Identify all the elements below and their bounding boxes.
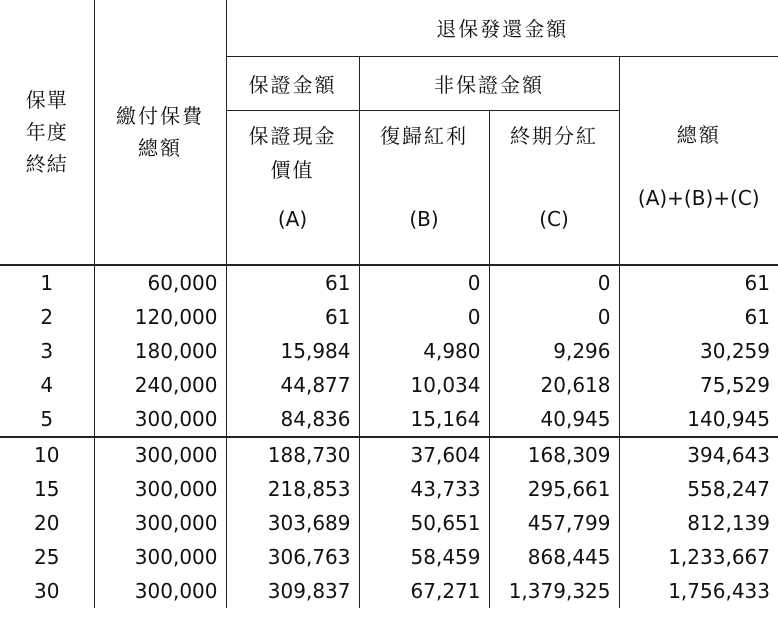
terminal-bonus-cell: 9,296 <box>489 334 619 368</box>
cash-value-cell: 309,837 <box>226 574 359 608</box>
cash-value-label: 保證現金 價值 <box>248 123 337 182</box>
terminal-bonus-cell: 0 <box>489 265 619 300</box>
policy-year-cell: 4 <box>0 368 94 402</box>
code-a: (A) <box>277 206 308 231</box>
total-cell: 1,233,667 <box>619 540 778 574</box>
total-header <box>619 56 778 265</box>
code-c: (C) <box>539 206 569 231</box>
terminal-bonus-cell: 0 <box>489 300 619 334</box>
total-cell: 140,945 <box>619 402 778 437</box>
policy-year-cell: 2 <box>0 300 94 334</box>
terminal-bonus-cell: 40,945 <box>489 402 619 437</box>
table-row <box>0 300 778 334</box>
reversionary-bonus-cell: 58,459 <box>359 540 489 574</box>
total-cell: 394,643 <box>619 437 778 472</box>
premium-cell: 300,000 <box>94 540 226 574</box>
policy-year-cell: 25 <box>0 540 94 574</box>
policy-year-cell: 15 <box>0 472 94 506</box>
premium-cell: 240,000 <box>94 368 226 402</box>
guaranteed-header: 保證金額 <box>226 56 359 110</box>
reversionary-bonus-cell: 67,271 <box>359 574 489 608</box>
reversionary-bonus-cell: 50,651 <box>359 506 489 540</box>
terminal-bonus-cell: 295,661 <box>489 472 619 506</box>
premium-cell: 300,000 <box>94 402 226 437</box>
reversionary-bonus-header <box>359 110 489 265</box>
cash-value-header <box>226 110 359 265</box>
cash-value-cell: 44,877 <box>226 368 359 402</box>
table-body <box>0 265 778 608</box>
premium-cell: 60,000 <box>94 265 226 300</box>
premium-cell: 120,000 <box>94 300 226 334</box>
terminal-bonus-header <box>489 110 619 265</box>
table-row <box>0 334 778 368</box>
code-b: (B) <box>409 206 439 231</box>
policy-year-cell: 10 <box>0 437 94 472</box>
table-row <box>0 472 778 506</box>
reversionary-bonus-cell: 43,733 <box>359 472 489 506</box>
terminal-bonus-label: 終期分紅 <box>510 123 598 148</box>
premium-cell: 300,000 <box>94 437 226 472</box>
table-row <box>0 540 778 574</box>
total-cell: 1,756,433 <box>619 574 778 608</box>
policy-year-cell: 1 <box>0 265 94 300</box>
table-row <box>0 368 778 402</box>
terminal-bonus-cell: 457,799 <box>489 506 619 540</box>
premium-cell: 180,000 <box>94 334 226 368</box>
policy-year-cell: 30 <box>0 574 94 608</box>
terminal-bonus-cell: 20,618 <box>489 368 619 402</box>
premium-cell: 300,000 <box>94 506 226 540</box>
cash-value-cell: 61 <box>226 300 359 334</box>
reversionary-bonus-cell: 0 <box>359 265 489 300</box>
total-label: 總額 <box>676 122 721 147</box>
total-cell: 30,259 <box>619 334 778 368</box>
total-cell: 75,529 <box>619 368 778 402</box>
cash-value-cell: 218,853 <box>226 472 359 506</box>
cash-value-cell: 84,836 <box>226 402 359 437</box>
terminal-bonus-cell: 1,379,325 <box>489 574 619 608</box>
reversionary-bonus-cell: 0 <box>359 300 489 334</box>
reversionary-bonus-cell: 10,034 <box>359 368 489 402</box>
table-row <box>0 506 778 540</box>
table-row <box>0 265 778 300</box>
non-guaranteed-header: 非保證金額 <box>359 56 619 110</box>
total-premium-header <box>94 0 226 265</box>
policy-year-cell: 5 <box>0 402 94 437</box>
table-row <box>0 437 778 472</box>
total-premium-label: 繳付保費 總額 <box>116 104 204 160</box>
premium-cell: 300,000 <box>94 574 226 608</box>
premium-cell: 300,000 <box>94 472 226 506</box>
policy-year-cell: 20 <box>0 506 94 540</box>
terminal-bonus-cell: 868,445 <box>489 540 619 574</box>
table-row <box>0 402 778 437</box>
cash-value-cell: 15,984 <box>226 334 359 368</box>
cash-value-cell: 61 <box>226 265 359 300</box>
table-row <box>0 574 778 608</box>
total-code: (A)+(B)+(C) <box>637 185 760 210</box>
policy-year-end-label: 保單 年度 終結 <box>25 88 68 176</box>
reversionary-bonus-label: 復歸紅利 <box>380 123 468 148</box>
reversionary-bonus-cell: 4,980 <box>359 334 489 368</box>
cash-value-cell: 188,730 <box>226 437 359 472</box>
total-cell: 61 <box>619 300 778 334</box>
surrender-value-header: 退保發還金額 <box>226 0 778 56</box>
total-cell: 61 <box>619 265 778 300</box>
total-cell: 558,247 <box>619 472 778 506</box>
terminal-bonus-cell: 168,309 <box>489 437 619 472</box>
reversionary-bonus-cell: 15,164 <box>359 402 489 437</box>
cash-value-cell: 306,763 <box>226 540 359 574</box>
reversionary-bonus-cell: 37,604 <box>359 437 489 472</box>
policy-year-end-header <box>0 0 94 265</box>
total-cell: 812,139 <box>619 506 778 540</box>
policy-year-cell: 3 <box>0 334 94 368</box>
cash-value-cell: 303,689 <box>226 506 359 540</box>
